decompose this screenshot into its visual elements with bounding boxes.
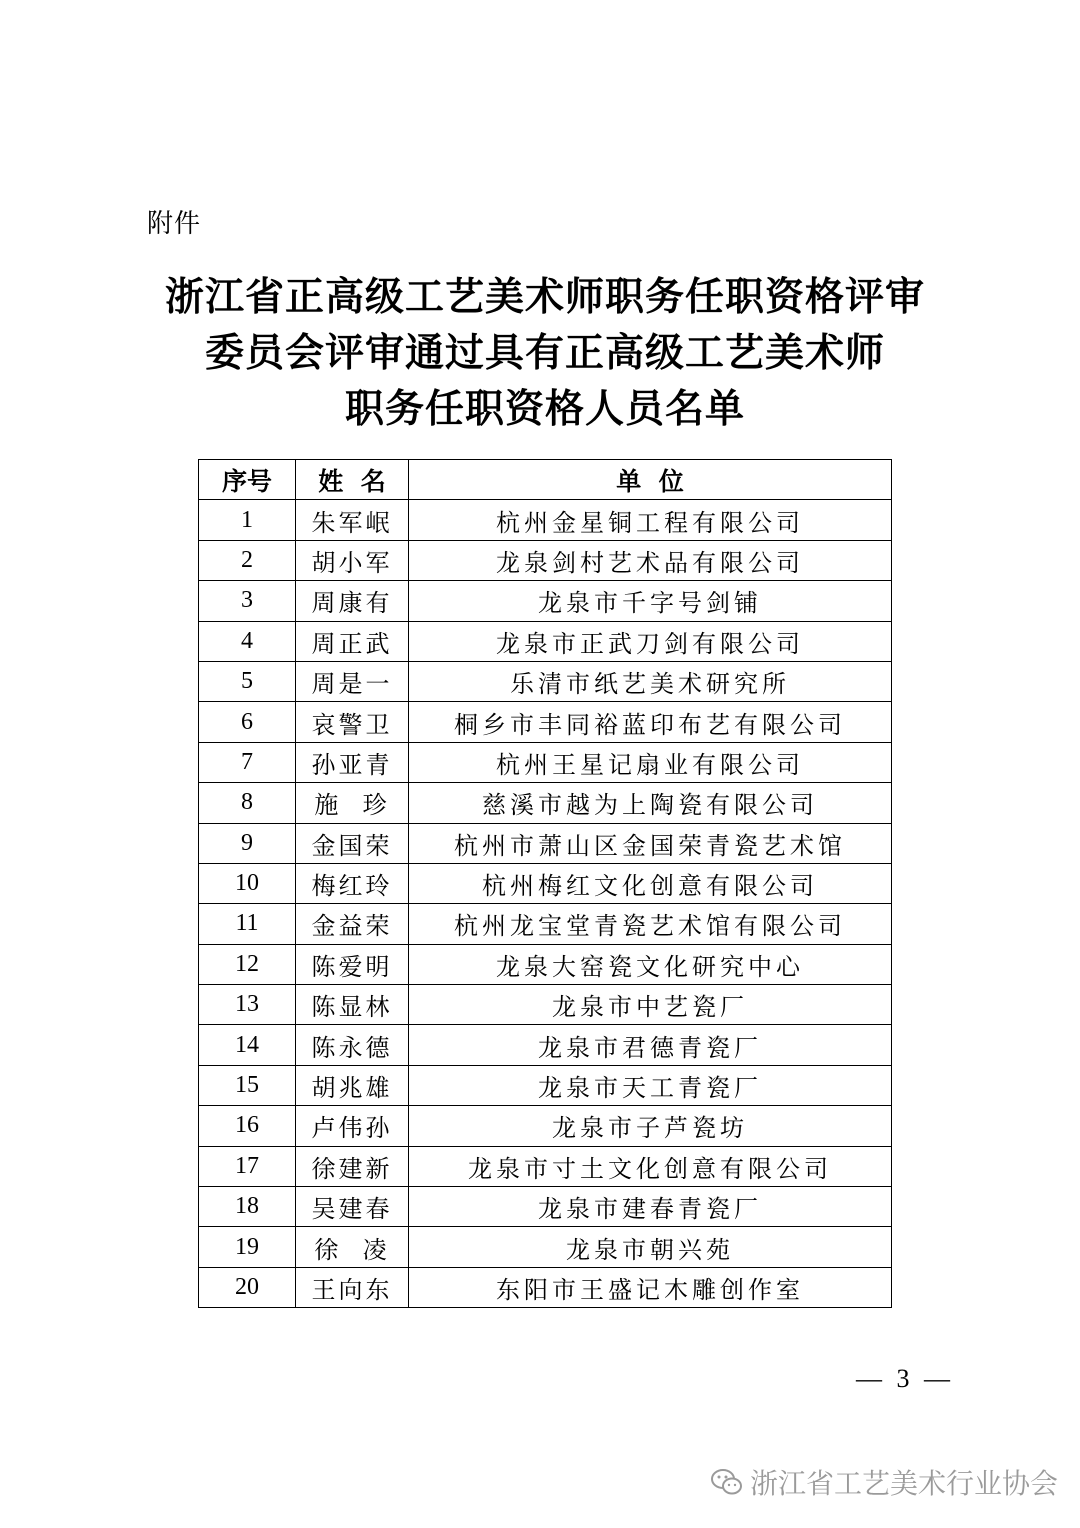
row-name: 陈显林 — [296, 985, 409, 1025]
document-title — [0, 270, 1080, 438]
row-number: 16 — [199, 1106, 296, 1146]
row-unit: 乐清市纸艺美术研究所 — [409, 661, 892, 701]
row-number: 6 — [199, 702, 296, 742]
row-name: 徐建新 — [296, 1146, 409, 1186]
table-row — [199, 500, 892, 540]
row-unit: 龙泉剑村艺术品有限公司 — [409, 540, 892, 580]
header-unit: 单 位 — [409, 460, 892, 500]
row-unit: 龙泉市建春青瓷厂 — [409, 1187, 892, 1227]
row-name: 朱军岷 — [296, 500, 409, 540]
table-body — [199, 500, 892, 1308]
row-number: 19 — [199, 1227, 296, 1267]
table-row — [199, 702, 892, 742]
row-number: 7 — [199, 742, 296, 782]
table-row — [199, 540, 892, 580]
row-unit: 杭州龙宝堂青瓷艺术馆有限公司 — [409, 904, 892, 944]
title-line-3: 职务任职资格人员名单 — [344, 387, 745, 432]
table-row — [199, 985, 892, 1025]
row-number: 15 — [199, 1065, 296, 1105]
row-number: 20 — [199, 1267, 296, 1307]
row-number: 13 — [199, 985, 296, 1025]
row-number: 9 — [199, 823, 296, 863]
row-name: 梅红玲 — [296, 863, 409, 903]
row-number: 1 — [199, 500, 296, 540]
table-row — [199, 661, 892, 701]
row-name: 胡小军 — [296, 540, 409, 580]
row-unit: 龙泉市中艺瓷厂 — [409, 985, 892, 1025]
row-name: 王向东 — [296, 1267, 409, 1307]
table-row — [199, 1227, 892, 1267]
row-unit: 杭州金星铜工程有限公司 — [409, 500, 892, 540]
row-number: 10 — [199, 863, 296, 903]
table-row — [199, 783, 892, 823]
row-name: 施 珍 — [296, 783, 409, 823]
table-header-row — [199, 460, 892, 500]
header-name: 姓 名 — [296, 460, 409, 500]
row-unit: 龙泉市天工青瓷厂 — [409, 1065, 892, 1105]
row-name: 吴建春 — [296, 1187, 409, 1227]
row-number: 17 — [199, 1146, 296, 1186]
row-unit: 杭州梅红文化创意有限公司 — [409, 863, 892, 903]
row-name: 陈永德 — [296, 1025, 409, 1065]
row-number: 14 — [199, 1025, 296, 1065]
title-line-1: 浙江省正高级工艺美术师职务任职资格评审 — [164, 275, 925, 320]
table-row — [199, 1106, 892, 1146]
table-row — [199, 1065, 892, 1105]
row-name: 哀警卫 — [296, 702, 409, 742]
attachment-label: 附件 — [147, 209, 202, 239]
row-name: 孙亚青 — [296, 742, 409, 782]
table-row — [199, 863, 892, 903]
watermark — [710, 1462, 1058, 1502]
row-number: 12 — [199, 944, 296, 984]
table-row — [199, 944, 892, 984]
row-number: 5 — [199, 661, 296, 701]
row-name: 徐 凌 — [296, 1227, 409, 1267]
table-row — [199, 1187, 892, 1227]
row-number: 18 — [199, 1187, 296, 1227]
table-row — [199, 1146, 892, 1186]
row-name: 金国荣 — [296, 823, 409, 863]
row-number: 2 — [199, 540, 296, 580]
row-unit: 杭州王星记扇业有限公司 — [409, 742, 892, 782]
row-unit: 东阳市王盛记木雕创作室 — [409, 1267, 892, 1307]
row-number: 8 — [199, 783, 296, 823]
title-line-2: 委员会评审通过具有正高级工艺美术师 — [204, 331, 885, 376]
table-row — [199, 581, 892, 621]
row-unit: 龙泉市君德青瓷厂 — [409, 1025, 892, 1065]
row-number: 11 — [199, 904, 296, 944]
row-name: 周康有 — [296, 581, 409, 621]
row-name: 周正武 — [296, 621, 409, 661]
table-row — [199, 621, 892, 661]
row-unit: 龙泉市子芦瓷坊 — [409, 1106, 892, 1146]
roster-table — [198, 459, 892, 1308]
row-number: 4 — [199, 621, 296, 661]
row-name: 周是一 — [296, 661, 409, 701]
row-unit: 龙泉市正武刀剑有限公司 — [409, 621, 892, 661]
row-unit: 龙泉大窑瓷文化研究中心 — [409, 944, 892, 984]
row-unit: 龙泉市千字号剑铺 — [409, 581, 892, 621]
table-row — [199, 1025, 892, 1065]
row-unit: 桐乡市丰同裕蓝印布艺有限公司 — [409, 702, 892, 742]
table-row — [199, 1267, 892, 1307]
row-name: 陈爱明 — [296, 944, 409, 984]
row-number: 3 — [199, 581, 296, 621]
wechat-icon — [710, 1467, 744, 1497]
header-number: 序号 — [199, 460, 296, 500]
watermark-text: 浙江省工艺美术行业协会 — [750, 1467, 1059, 1500]
row-unit: 慈溪市越为上陶瓷有限公司 — [409, 783, 892, 823]
row-unit: 龙泉市朝兴苑 — [409, 1227, 892, 1267]
row-name: 胡兆雄 — [296, 1065, 409, 1105]
row-name: 卢伟孙 — [296, 1106, 409, 1146]
table-row — [199, 742, 892, 782]
row-unit: 杭州市萧山区金国荣青瓷艺术馆 — [409, 823, 892, 863]
row-name: 金益荣 — [296, 904, 409, 944]
page-number: — 3 — — [856, 1364, 954, 1393]
table-row — [199, 823, 892, 863]
row-unit: 龙泉市寸土文化创意有限公司 — [409, 1146, 892, 1186]
table-row — [199, 904, 892, 944]
